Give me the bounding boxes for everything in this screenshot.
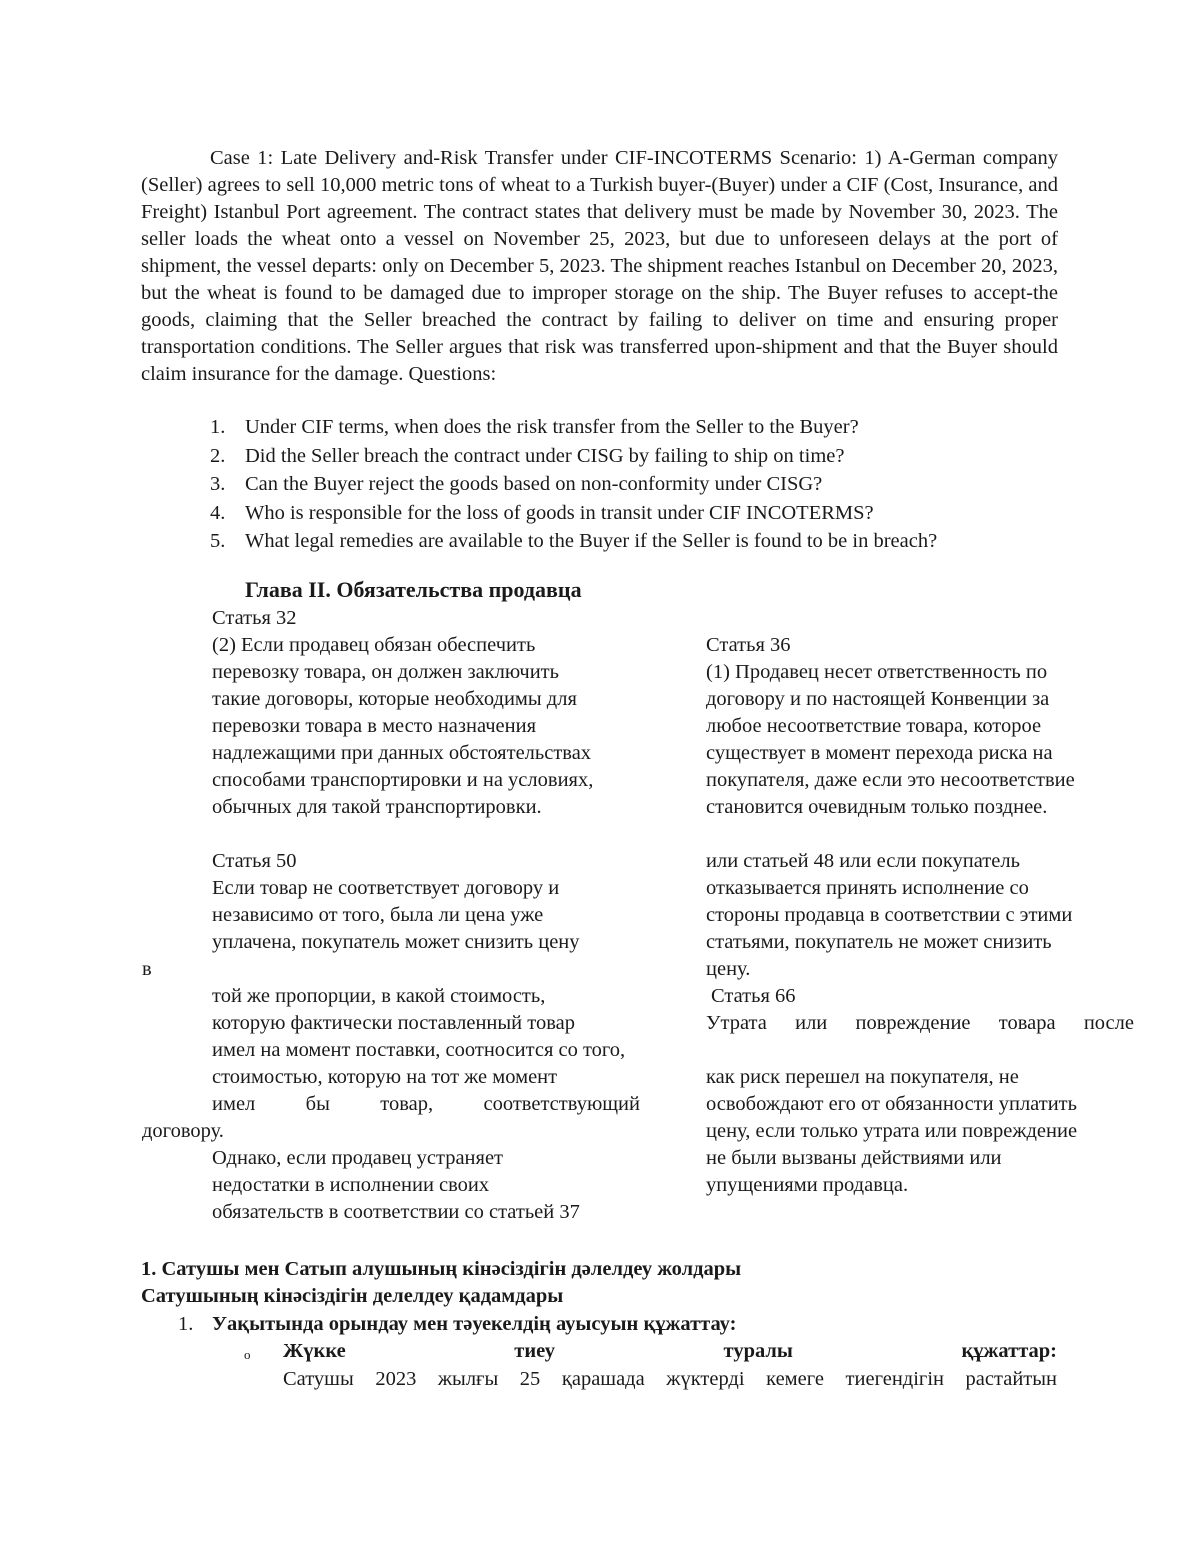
article-50-line: в (142, 958, 152, 980)
article-66-line: освобождают его от обязанности уплатить (706, 1093, 1077, 1115)
article-66-line: упущениями продавца. (706, 1174, 909, 1196)
article-50-line: обязательств в соответствии со статьей 37 (212, 1201, 580, 1223)
article-50-line: уплачена, покупатель может снизить цену (212, 931, 580, 953)
article-36-line: договору и по настоящей Конвенции за (706, 688, 1050, 710)
kazakh-heading-2: Сатушының кінәсіздігін делелдеу қадамдары (141, 1285, 564, 1307)
article-32-line: перевозку товара, он должен заключить (212, 661, 559, 683)
case-paragraph (141, 145, 1058, 388)
article-36-line: покупателя, даже если это несоответствие (706, 769, 1075, 791)
article-50-line: имел бы товар, соответствующий (212, 1093, 640, 1115)
article-50-line: Однако, если продавец устраняет (212, 1147, 504, 1169)
right-column-line: отказывается принять исполнение со (706, 877, 1029, 899)
article-32-line: обычных для такой транспортировки. (212, 796, 542, 818)
right-column-line: статьями, покупатель не может снизить (706, 931, 1052, 953)
bullet-circle-icon: o (244, 1347, 251, 1362)
list-item: 5. What legal remedies are available to the Buyer if the Seller is found to be in breach? (210, 530, 938, 552)
list-item: 1. Under CIF terms, when does the risk transfer from the Seller to the Buyer? (210, 416, 859, 438)
article-36-line: (1) Продавец несет ответственность по (706, 661, 1048, 683)
list-item: 3. Can the Buyer reject the goods based on non-conformity under CISG? (210, 473, 823, 495)
article-50-line: той же пропорции, в какой стоимость, (212, 985, 546, 1007)
article-50-line: независимо от того, была ли цена уже (212, 904, 544, 926)
kazakh-last-line: Сатушы 2023 жылғы 25 қарашада жүктерді кемеге тиегендігін растайтын (283, 1368, 1057, 1390)
article-50-heading: Статья 50 (212, 850, 297, 872)
article-36-line: существует в момент перехода риска на (706, 742, 1053, 764)
right-column-line: стороны продавца в соответствии с этими (706, 904, 1073, 926)
article-32-line: надлежащими при данных обстоятельствах (212, 742, 592, 764)
article-66-heading: Статья 66 (711, 985, 796, 1007)
article-50-line: недостатки в исполнении своих (212, 1174, 490, 1196)
article-50-line: стоимостью, которую на тот же момент (212, 1066, 558, 1088)
questions-list (210, 413, 1070, 556)
article-50-line: Если товар не соответствует договору и (212, 877, 560, 899)
article-32-line: (2) Если продавец обязан обеспечить (212, 634, 536, 656)
list-item: 2. Did the Seller breach the contract under CISG by failing to ship on time? (210, 444, 845, 467)
article-50-line: имел на момент поставки, соотносится со того, (212, 1039, 626, 1061)
right-column-line: цену. (706, 958, 751, 980)
article-32-line: способами транспортировки и на условиях, (212, 769, 594, 791)
right-column-line: или статьей 48 или если покупатель (706, 850, 1020, 872)
article-32-heading: Статья 32 (212, 607, 297, 629)
article-32-line: такие договоры, которые необходимы для (212, 688, 577, 710)
case-text: Case 1: Late Delivery and-Risk Transfer under CIF-INCOTERMS Scenario: 1) A-German company (Seller) agrees to sell 10,000 metric tons of wheat to a Turkish buyer-(Buyer) under a CIF (Cost, Insurance, and Freight) Istanbul Port agreement. The contract states that delivery must be made by November 30, 2023. The seller loads the wheat onto a vessel on November 25, 2023, but due to unforeseen delays at the port of shipment, the vessel departs: only on December 5, 2023. The shipment reaches Istanbul on December 20, 2023, but the wheat is found to be damaged due to improper storage on the ship. The Buyer refuses to accept-the goods, claiming that the Seller breached the contract by failing to deliver on time and ensuring proper transportation conditions. The Seller argues that risk was transferred upon-shipment and that the Buyer should claim insurance for the damage. Questions: (141, 147, 1058, 385)
kazakh-heading-1: 1. Сатушы мен Сатып алушының кінәсіздігін дәлелдеу жолдары (141, 1258, 742, 1280)
chapter-title: Глава II. Обязательства продавца (245, 577, 582, 602)
kazakh-bullet-text: Жүкке тиеу туралы құжаттар: (283, 1340, 1057, 1362)
article-32-line: перевозки товара в место назначения (212, 715, 537, 737)
article-50-line: договору. (142, 1120, 224, 1142)
article-36-line: становится очевидным только позднее. (706, 796, 1048, 818)
article-36-heading: Статья 36 (706, 634, 791, 656)
list-item: 4. Who is responsible for the loss of goods in transit under CIF INCOTERMS? (210, 501, 874, 524)
article-50-line: которую фактически поставленный товар (212, 1012, 575, 1034)
kazakh-item-number: 1. (178, 1313, 194, 1335)
article-66-line: Утрата или повреждение товара после (706, 1012, 1134, 1034)
article-36-line: любое несоответствие товара, которое (706, 715, 1042, 737)
kazakh-item-text: Уақытында орындау мен тәуекелдің ауысуын құжаттау: (212, 1313, 737, 1335)
article-66-line: цену, если только утрата или повреждение (706, 1120, 1078, 1142)
article-66-line: не были вызваны действиями или (706, 1147, 1002, 1169)
article-66-line: как риск перешел на покупателя, не (706, 1066, 1019, 1088)
